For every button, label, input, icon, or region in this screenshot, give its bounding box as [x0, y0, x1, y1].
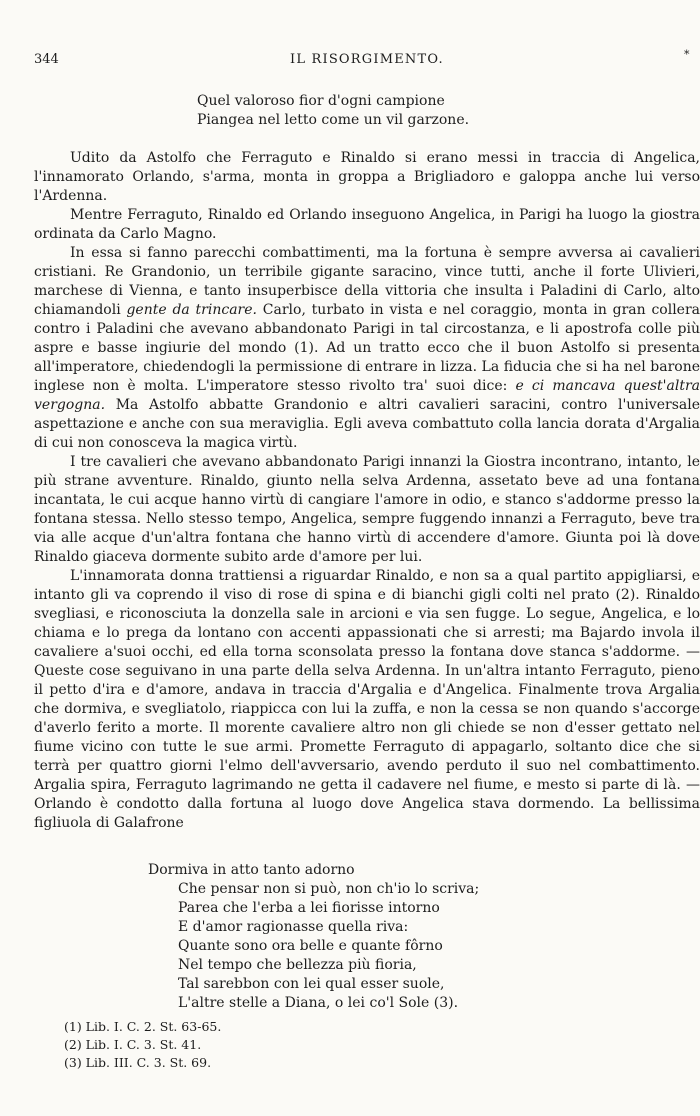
footnote: (3) Lib. III. C. 3. St. 69.: [64, 1055, 212, 1070]
paragraph: [34, 244, 700, 453]
verse-line: Piangea nel letto come un vil garzone.: [197, 112, 470, 128]
verse-line: Quante sono ora belle e quante fôrno: [178, 938, 443, 954]
verse-line: Parea che l'erba a lei fiorisse intorno: [178, 900, 440, 916]
verse-line: Che pensar non si può, non ch'io lo scriva;: [178, 881, 480, 897]
quoted-stanza: [148, 861, 479, 1013]
text-run: Ma Astolfo abbatte Grandonio e altri cavalieri saracini, contro l'universale aspettazione e anche con sua meraviglia. Egli aveva combattuto colla lancia dorata d'Argalia di cui non conosceva la magica virtù.: [34, 397, 700, 451]
footnotes: [64, 1018, 221, 1072]
body-text: [34, 149, 700, 833]
text-run: In essa si fanno parecchi combattimenti, ma la fortuna è sempre avversa ai cavalieri cristiani. Re Grandonio, un terribile gigante saracino, vince tutti, anche il forte Ulivieri, marchese di Vienna, e tanto insuperbisce della vittoria che insulta i Paladini di Carlo, alto chiamandoli: [34, 245, 700, 318]
page-number: 344: [34, 52, 59, 67]
verse-line: Tal sarebbon con lei qual esser suole,: [178, 976, 445, 992]
verse-line: Dormiva in atto tanto adorno: [148, 862, 355, 878]
running-title: IL RISORGIMENTO.: [290, 52, 444, 67]
text-run: Carlo, turbato in vista e nel coraggio, monta in gran collera contro i Paladini che avevano abbandonato Parigi in tal circostanza, e li apostrofa colle più aspre e basse ingiurie del mondo (1). Ad un tratto ecco che il buon Astolfo si presenta all'imperatore, chiedendogli la permissione di entrare in lizza. La fiducia che si ha nel barone inglese non è molta. L'imperatore stesso rivolto tra' suoi dice:: [34, 302, 700, 394]
italic-run: e ci mancava quest'altra vergogna.: [34, 378, 700, 413]
paragraph: [34, 567, 700, 833]
verse-line: E d'amor ragionasse quella riva:: [178, 919, 409, 935]
running-header: [34, 48, 690, 72]
margin-mark: *: [684, 48, 690, 61]
text-run: I tre cavalieri che avevano abbandonato Parigi innanzi la Giostra incontrano, intanto, le più strane avventure. Rinaldo, giunto nella selva Ardenna, assetato beve ad una fontana incantata, le cui acque hanno virtù di cangiare l'amore in odio, e stanco s'addorme presso la fontana stessa. Nello stesso tempo, Angelica, sempre fuggendo innanzi a Ferraguto, beve tra via alle acque d'un'altra fontana che hanno virtù di accendere d'amore. Giunta poi là dove Rinaldo giaceva dormente subito arde d'amore per lui.: [34, 454, 700, 565]
opening-verse: [197, 92, 469, 130]
text-run: Mentre Ferraguto, Rinaldo ed Orlando inseguono Angelica, in Parigi ha luogo la giostra ordinata da Carlo Magno.: [34, 207, 700, 242]
footnote: (1) Lib. I. C. 2. St. 63-65.: [64, 1019, 222, 1034]
verse-line: L'altre stelle a Diana, o lei co'l Sole (3).: [178, 995, 459, 1011]
verse-line: Quel valoroso fior d'ogni campione: [197, 93, 445, 109]
text-run: Udito da Astolfo che Ferraguto e Rinaldo si erano messi in traccia di Angelica, l'innamorato Orlando, s'arma, monta in groppa a Brigliadoro e galoppa anche lui verso l'Ardenna.: [34, 150, 700, 204]
paragraph: [34, 149, 700, 206]
verse-line: Nel tempo che bellezza più fioria,: [178, 957, 417, 973]
paragraph: [34, 206, 700, 244]
paragraph: [34, 453, 700, 567]
footnote: (2) Lib. I. C. 3. St. 41.: [64, 1037, 202, 1052]
text-run: L'innamorata donna trattiensi a riguardar Rinaldo, e non sa a qual partito appigliarsi, e intanto gli va coprendo il viso di rose di spina e di bianchi gigli colti nel prato (2). Rinaldo svegliasi, e riconosciuta la donzella sale in arcioni e via sen fugge. Lo segue, Angelica, e lo chiama e lo prega da lontano con accenti appassionati che si arresti; ma Bajardo invola il cavaliere a'suoi occhi, ed ella torna sconsolata presso la fontana dove stanca s'addorme. — Queste cose seguivano in una parte della selva Ardenna. In un'altra intanto Ferraguto, pieno il petto d'ira e d'amore, andava in traccia d'Argalia e d'Angelica. Finalmente trova Argalia che dormiva, e svegliatolo, riappicca con lui la zuffa, e non la cessa se non quando s'accorge d'averlo ferito a morte. Il morente cavaliere altro non gli chiede se non d'esser gettato nel fiume vicino con tutte le sue armi. Promette Ferraguto di appagarlo, soltanto dice che si terrà per quattro giorni l'elmo dell'avversario, avendo perduto il suo nel combattimento. Argalia spira, Ferraguto lagrimando ne getta il cadavere nel fiume, e mesto si parte di là. — Orlando è condotto dalla fortuna al luogo dove Angelica stava dormendo. La bellissima figliuola di Galafrone: [34, 568, 700, 831]
italic-run: gente da trincare.: [126, 302, 257, 318]
